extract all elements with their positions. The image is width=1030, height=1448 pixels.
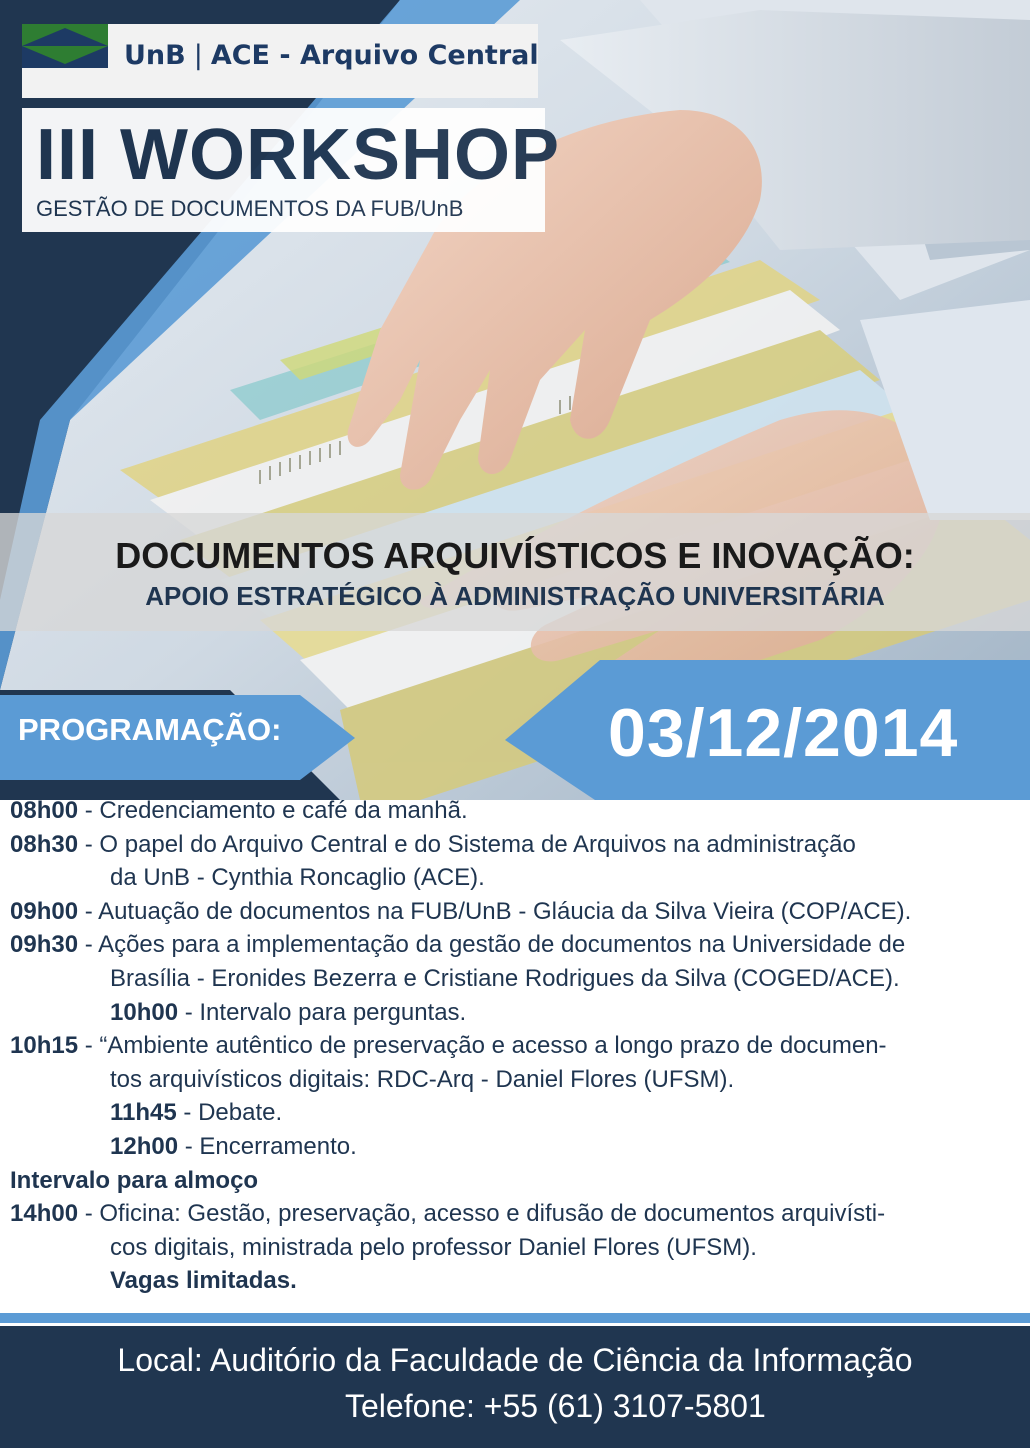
schedule-time: 08h00 [10,797,79,824]
schedule-item [10,1096,1026,1130]
brand-text [124,40,539,71]
brand-separator: | [193,40,203,71]
schedule-item-continuation [10,1231,1026,1265]
theme-band [0,513,1030,631]
phone-text: Telefone: +55 (61) 3107-5801 [345,1388,766,1424]
event-date: 03/12/2014 [608,695,959,771]
schedule-time: 10h00 [110,998,179,1026]
schedule-text: - Debate. [176,1099,283,1127]
schedule-time: 10h15 [10,1032,79,1060]
workshop-title-box [22,108,561,232]
schedule-time: 09h30 [10,931,79,959]
schedule-text: - “Ambiente autêntico de preservação e acesso a longo prazo de documen- [78,1032,887,1060]
schedule-time: 12h00 [110,1132,179,1160]
schedule-item [10,794,1026,828]
workshop-subtitle: GESTÃO DE DOCUMENTOS DA FUB/UnB [36,196,464,221]
schedule-item [10,1197,1026,1231]
theme-subtitle: APOIO ESTRATÉGICO À ADMINISTRAÇÃO UNIVERSITÁRIA [145,581,885,611]
schedule-text: - O papel do Arquivo Central e do Sistema de Arquivos na administração [78,830,856,858]
footer-divider [0,1313,1030,1323]
footer [0,1326,1030,1448]
workshop-word: WORKSHOP [120,115,561,195]
limited-seats-note: Vagas limitadas. [110,1267,297,1295]
schedule-time: 08h30 [10,830,79,858]
brand-unit: ACE - Arquivo Central [210,40,539,71]
schedule-text: - Ações para a implementação da gestão de documentos na Universidade de [78,931,906,959]
schedule-item-continuation [10,861,1026,895]
schedule-text: - Autuação de documentos na FUB/UnB - Gláucia da Silva Vieira (COP/ACE). [78,897,912,925]
brand-unb: UnB [124,40,186,71]
header-logo-bar [22,24,538,98]
schedule-item-continuation [10,1063,1026,1097]
schedule-item [10,1130,1026,1164]
schedule-item [10,1029,1026,1063]
workshop-title [36,114,560,196]
schedule-text: - Credenciamento e café da manhã. [78,797,468,824]
schedule-item-continuation [10,1264,1026,1298]
venue-text: Local: Auditório da Faculdade de Ciência da Informação [117,1342,913,1378]
schedule-text: cos digitais, ministrada pelo professor Daniel Flores (UFSM). [110,1233,757,1261]
theme-title: DOCUMENTOS ARQUIVÍSTICOS E INOVAÇÃO: [115,535,915,576]
schedule-text: - Intervalo para perguntas. [178,998,467,1026]
schedule-text: Brasília - Eronides Bezerra e Cristiane Rodrigues da Silva (COGED/ACE). [110,964,900,992]
schedule-text: - Oficina: Gestão, preservação, acesso e difusão de documentos arquivísti- [78,1200,886,1228]
workshop-edition: III [36,115,100,195]
programacao-label: PROGRAMAÇÃO: [18,712,282,747]
schedule-text: da UnB - Cynthia Roncaglio (ACE). [110,864,485,892]
schedule-text: - Encerramento. [178,1132,357,1160]
schedule-item [10,895,1026,929]
unb-logo-icon [22,24,108,68]
schedule-item [10,928,1026,962]
schedule-item [10,828,1026,862]
schedule-item-continuation [10,962,1026,996]
schedule-time: 09h00 [10,897,79,925]
schedule-time: 14h00 [10,1200,79,1228]
schedule-time: 11h45 [110,1099,177,1127]
schedule-item [10,996,1026,1030]
lunch-break: Intervalo para almoço [10,1166,259,1194]
schedule-text: tos arquivísticos digitais: RDC-Arq - Daniel Flores (UFSM). [110,1065,735,1093]
schedule-list [10,794,1026,1298]
